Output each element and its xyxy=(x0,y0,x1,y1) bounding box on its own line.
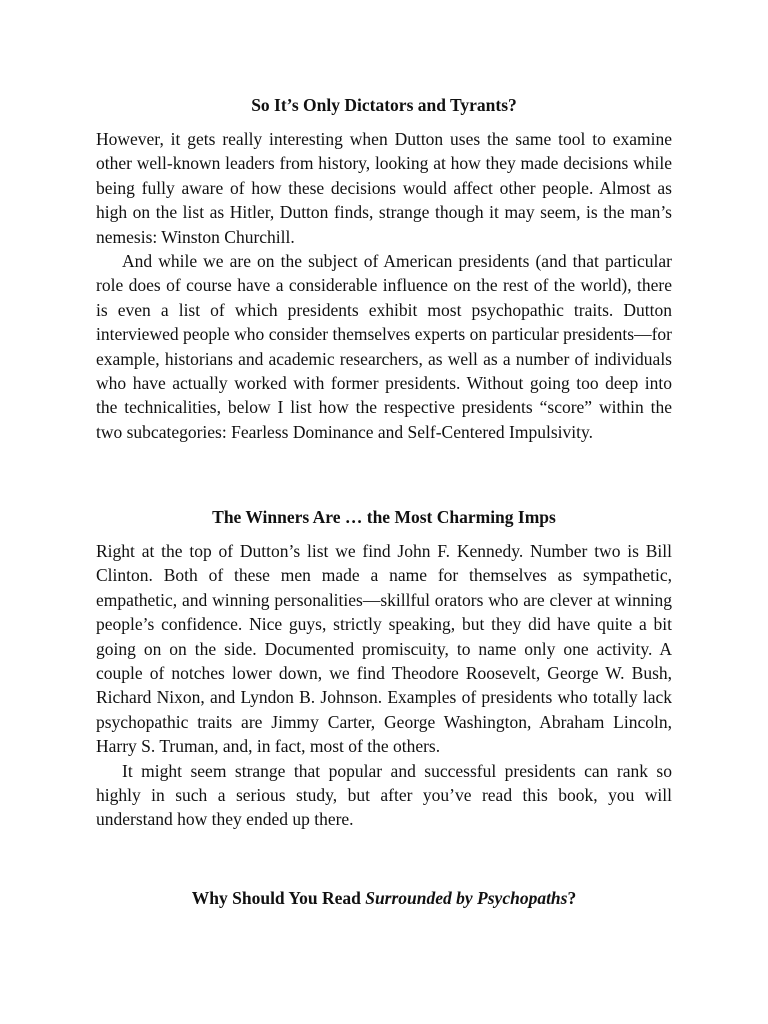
section-body-dictators xyxy=(96,127,672,444)
heading-why-read-suffix: ? xyxy=(567,888,577,908)
section-heading-dictators: So It’s Only Dictators and Tyrants? xyxy=(251,95,517,115)
section-heading-charming-imps: The Winners Are … the Most Charming Imps xyxy=(212,507,556,527)
section-heading-why-read xyxy=(96,886,672,910)
heading-book-title: Surrounded by Psychopaths xyxy=(365,888,568,908)
paragraph-popular-presidents: It might seem strange that popular and successful presidents can rank so highly in such a serious study, but after you’ve read this book, you will understand how they ended up there. xyxy=(96,760,672,830)
paragraph-american-presidents: And while we are on the subject of American presidents (and that particular role does of course have a considerable influence on the rest of the world), there is even a list of which presidents exhibit most psychopathic traits. Dutton interviewed people who consider themselves experts on particular presidents—for example, historians and academic researchers, as well as a number of individuals who have actually worked with former presidents. Without going too deep into the technicalities, below I list how the respective presidents “score” within the two subcategories: Fearless Dominance and Self-Centered Impulsivity. xyxy=(96,251,672,442)
paragraph-kennedy-clinton: Right at the top of Dutton’s list we find John F. Kennedy. Number two is Bill Clinton. Both of these men made a name for themselves as sympathetic, empathetic, and winning personalities—skillful orators who are clever at winning people’s confidence. Nice guys, strictly speaking, but they did have quite a bit going on on the side. Documented promiscuity, to name only one activity. A couple of notches lower down, we find Theodore Roosevelt, George W. Bush, Richard Nixon, and Lyndon B. Johnson. Examples of presidents who totally lack psychopathic traits are Jimmy Carter, George Washington, Abraham Lincoln, Harry S. Truman, and, in fact, most of the others. xyxy=(96,541,672,757)
section-body-charming-imps xyxy=(96,539,672,832)
paragraph-dutton-leaders: However, it gets really interesting when Dutton uses the same tool to examine other well-known leaders from history, looking at how they made decisions while being fully aware of how these decisions would affect other people. Almost as high on the list as Hitler, Dutton finds, strange though it may seem, is the man’s nemesis: Winston Churchill. xyxy=(96,129,672,247)
heading-why-read-prefix: Why Should You Read xyxy=(191,888,366,908)
